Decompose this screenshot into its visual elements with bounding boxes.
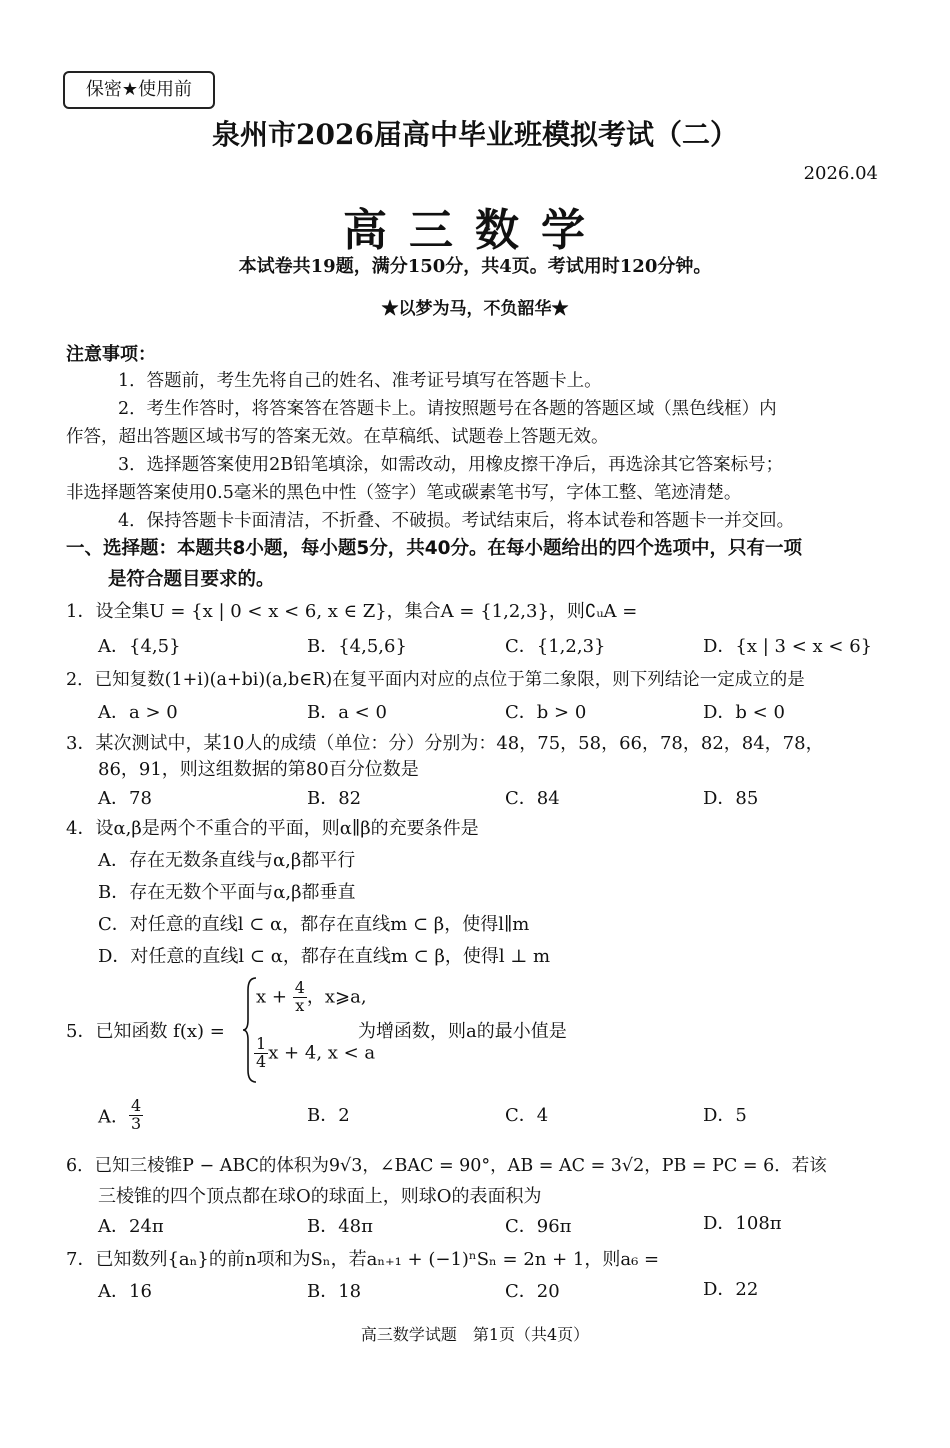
- section-heading-cont: 是符合题目要求的。: [108, 569, 275, 590]
- q2-option-b: B．a < 0: [307, 702, 387, 723]
- q3-option-a: A．78: [98, 788, 152, 809]
- motto: ★以梦为马，不负韶华★: [381, 299, 569, 319]
- q5-option-b: B．2: [307, 1105, 350, 1126]
- question-3-stem: 3．某次测试中，某10人的成绩（单位：分）分别为：48，75，58，66，78，82，84，78，: [66, 733, 824, 754]
- q5-option-d: D．5: [703, 1105, 747, 1126]
- fraction-4-over-x: $\frac{4}{x}$: [294, 978, 305, 1015]
- question-4-stem: 4．设α,β是两个不重合的平面，则α∥β的充要条件是: [66, 818, 479, 839]
- question-1-stem: 1．设全集U = {x | 0 < x < 6, x ∈ Z}，集合A = {1,2,3}，则∁ᵤA =: [66, 601, 638, 622]
- fraction-1-over-4: $\frac{1}{4}$: [256, 1034, 267, 1071]
- q6-option-a: A．24π: [98, 1216, 164, 1237]
- q4-option-d: D．对任意的直线l ⊂ α，都存在直线m ⊂ β，使得l ⊥ m: [98, 946, 551, 967]
- question-2-stem: 2．已知复数(1+i)(a+bi)(a,b∈R)在复平面内对应的点位于第二象限，则下列结论一定成立的是: [66, 670, 805, 690]
- exam-info: 本试卷共19题，满分150分，共4页。考试用时120分钟。: [238, 256, 712, 277]
- q4-option-a: A．存在无数条直线与α,β都平行: [98, 850, 356, 871]
- q1-option-b: B．{4,5,6}: [307, 636, 407, 657]
- notice-line: 1．答题前，考生先将自己的姓名、准考证号填写在答题卡上。: [118, 371, 602, 391]
- q1-option-d: D．{x | 3 < x < 6}: [703, 636, 873, 657]
- notice-heading: 注意事项：: [66, 344, 156, 365]
- confidential-badge: 保密★使用前: [63, 71, 215, 109]
- q2-option-c: C．b > 0: [505, 702, 587, 723]
- q3-option-c: C．84: [505, 788, 560, 809]
- q6-option-b: B．48π: [307, 1216, 373, 1237]
- question-6-stem-cont: 三棱锥的四个顶点都在球O的球面上，则球O的表面积为: [98, 1186, 542, 1207]
- subject-title: 高三数学: [343, 205, 607, 256]
- question-5-prefix: 5．已知函数 f(x) =: [66, 1021, 225, 1042]
- page-footer: 高三数学试题 第1页（共4页）: [360, 1325, 590, 1344]
- q7-option-a: A．16: [98, 1281, 152, 1302]
- q4-option-c: C．对任意的直线l ⊂ α，都存在直线m ⊂ β，使得l∥m: [98, 914, 530, 935]
- notice-line: 4．保持答题卡卡面清洁，不折叠、不破损。考试结束后，将本试卷和答题卡一并交回。: [118, 511, 795, 531]
- q7-option-c: C．20: [505, 1281, 560, 1302]
- q3-option-b: B．82: [307, 788, 362, 809]
- question-3-stem-cont: 86，91，则这组数据的第80百分位数是: [98, 759, 419, 780]
- q6-option-c: C．96π: [505, 1216, 572, 1237]
- question-6-stem: 6．已知三棱锥P − ABC的体积为9√3，∠BAC = 90°，AB = AC = 3√2，PB = PC = 6．若该: [66, 1156, 827, 1176]
- question-5-suffix: 为增函数，则a的最小值是: [358, 1021, 567, 1042]
- q1-option-c: C．{1,2,3}: [505, 636, 606, 657]
- question-7-stem: 7．已知数列{aₙ}的前n项和为Sₙ，若aₙ₊₁ + (−1)ⁿSₙ = 2n + 1，则a₆ =: [66, 1249, 660, 1270]
- q1-option-a: A．{4,5}: [98, 636, 181, 657]
- exam-title: 泉州市2026届高中毕业班模拟考试（二）: [212, 118, 738, 151]
- q2-option-d: D．b < 0: [703, 702, 785, 723]
- exam-date: 2026.04: [803, 163, 878, 184]
- q5-option-c: C．4: [505, 1105, 549, 1126]
- q4-option-b: B．存在无数个平面与α,β都垂直: [98, 882, 356, 903]
- piecewise-case-1: x + $\frac{4}{x}$ ，x⩾a,: [256, 978, 367, 1015]
- q6-option-d: D．108π: [703, 1213, 782, 1234]
- section-heading: 一、选择题：本题共8小题，每小题5分，共40分。在每小题给出的四个选项中，只有一项: [66, 538, 802, 559]
- q7-option-d: D．22: [703, 1279, 759, 1300]
- piecewise-case-2: $\frac{1}{4}$ x + 4, x < a: [256, 1034, 376, 1071]
- fraction-4-over-3: $\frac{4}{3}$: [131, 1096, 142, 1133]
- notice-line: 作答，超出答题区域书写的答案无效。在草稿纸、试题卷上答题无效。: [66, 427, 609, 447]
- notice-line: 3．选择题答案使用2B铅笔填涂，如需改动，用橡皮擦干净后，再选涂其它答案标号；: [118, 455, 784, 475]
- q5-option-a: A． $\frac{4}{3}$: [98, 1096, 142, 1133]
- q7-option-b: B．18: [307, 1281, 362, 1302]
- q2-option-a: A．a > 0: [98, 702, 178, 723]
- notice-line: 2．考生作答时，将答案答在答题卡上。请按照题号在各题的答题区域（黑色线框）内: [118, 399, 777, 419]
- notice-line: 非选择题答案使用0.5毫米的黑色中性（签字）笔或碳素笔书写，字体工整、笔迹清楚。: [66, 483, 742, 503]
- q3-option-d: D．85: [703, 788, 759, 809]
